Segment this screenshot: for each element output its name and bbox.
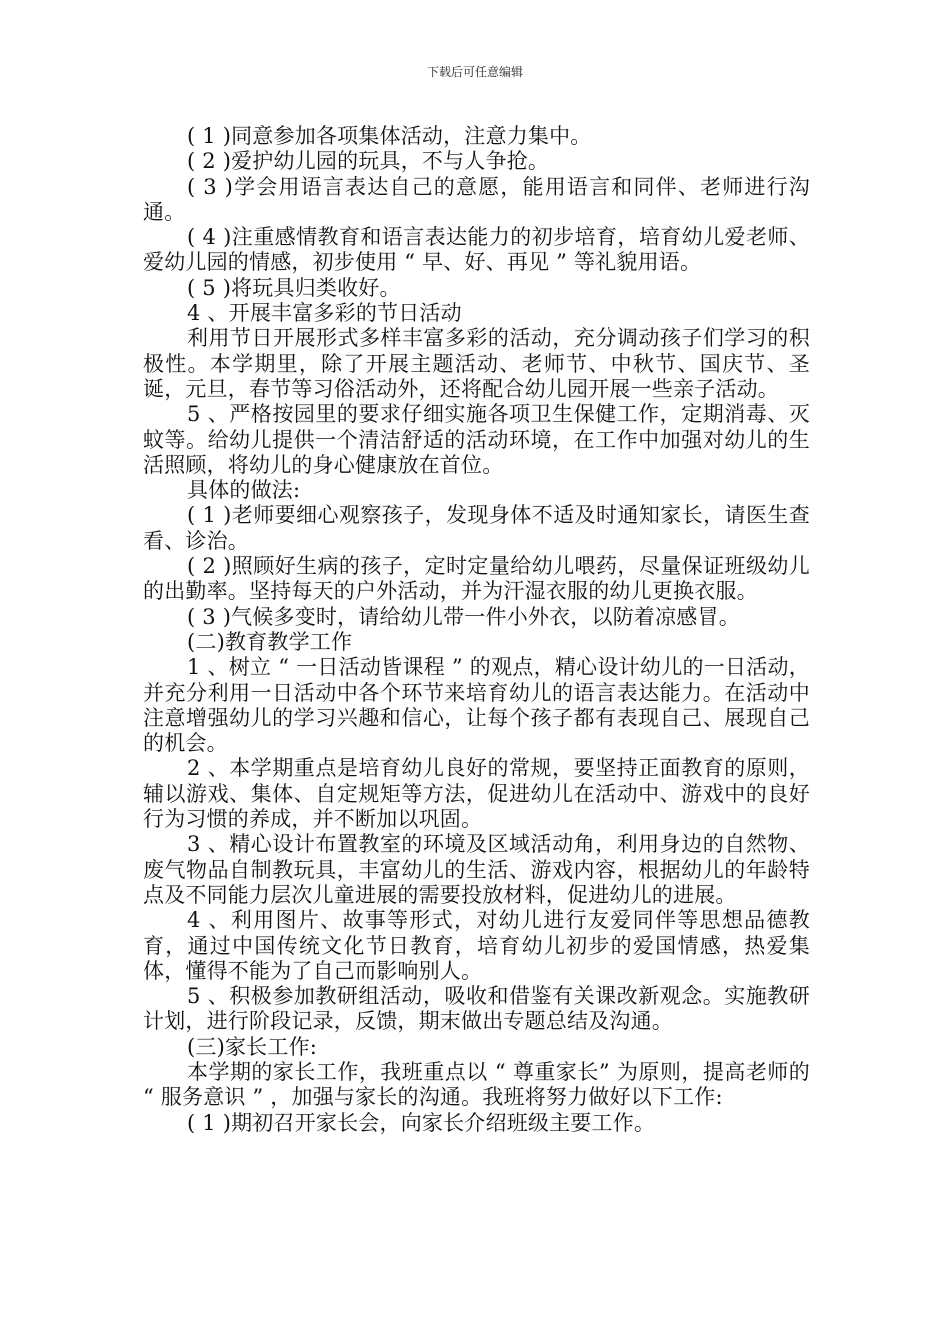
paragraph-education-2: 2 、本学期重点是培育幼儿良好的常规，要坚持正面教育的原则，辅以游戏、集体、自定规矩等方法，促进幼儿在活动中、游戏中的良好行为习惯的养成，并不断加以巩固。 — [143, 756, 810, 832]
section-heading-education: (二)教育教学工作 — [187, 629, 353, 654]
paragraph-goal-5: ( 5 )将玩具归类收好。 — [187, 275, 401, 300]
paragraph-education-3: 3 、精心设计布置教室的环境及区域活动角，利用身边的自然物、废气物品自制教玩具，丰富幼儿的生活、游戏内容，根据幼儿的年龄特点及不同能力层次儿童进展的需要投放材料，促进幼儿的进展。 — [143, 832, 810, 907]
paragraph-goal-3: ( 3 )学会用语言表达自己的意愿，能用语言和同伴、老师进行沟通。 — [143, 174, 810, 224]
paragraph-goal-1: ( 1 )同意参加各项集体活动，注意力集中。 — [187, 124, 592, 148]
page-header: 下载后可任意编辑 — [426, 65, 523, 79]
paragraph-health-care: 5 、严格按园里的要求仔细实施各项卫生保健工作，定期消毒、灭蚊等。给幼儿提供一个清洁舒适的活动环境，在工作中加强对幼儿的生活照顾，将幼儿的身心健康放在首位。 — [143, 402, 810, 477]
paragraph-education-4: 4 、利用图片、故事等形式，对幼儿进行友爱同伴等思想品德教育，通过中国传统文化节日教育，培育幼儿初步的爱国情感，热爱集体，懂得不能为了自己而影响别人。 — [143, 908, 810, 983]
paragraph-education-5: 5 、积极参加教研组活动，吸收和借鉴有关课改新观念。实施教研计划，进行阶段记录，反馈，期末做出专题总结及沟通。 — [143, 984, 810, 1034]
paragraph-method-1: ( 1 )老师要细心观察孩子，发现身体不适及时通知家长，请医生查看、诊治。 — [143, 503, 810, 553]
paragraph-education-1: 1 、树立 “ 一日活动皆课程 ” 的观点，精心设计幼儿的一日活动，并充分利用一日活动中各个环节来培育幼儿的语言表达能力。在活动中注意增强幼儿的学习兴趣和信心，让每个孩子都有表现自己、展现自己的机会。 — [143, 655, 810, 756]
paragraph-parent-work-intro: 本学期的家长工作，我班重点以 “ 尊重家长” 为原则，提高老师的 “ 服务意识 ” ，加强与家长的沟通。我班将努力做好以下工作: — [143, 1059, 810, 1110]
paragraph-goal-4: ( 4 )注重感情教育和语言表达能力的初步培育，培育幼儿爱老师、爱幼儿园的情感，初步使用 “ 早、好、再见 ” 等礼貌用语。 — [143, 225, 810, 275]
paragraph-method-2: ( 2 )照顾好生病的孩子，定时定量给幼儿喂药，尽量保证班级幼儿的出勤率。坚持每天的户外活动，并为汗湿衣服的幼儿更换衣服。 — [143, 554, 810, 604]
section-heading-parent-work: (三)家长工作: — [187, 1034, 318, 1059]
paragraph-festival-activities: 利用节日开展形式多样丰富多彩的活动，充分调动孩子们学习的积极性。本学期里，除了开展主题活动、老师节、中秋节、国庆节、圣诞，元旦，春节等习俗活动外，还将配合幼儿园开展一些亲子活动。 — [143, 326, 810, 401]
paragraph-method-3: ( 3 )气候多变时，请给幼儿带一件小外衣，以防着凉感冒。 — [187, 604, 740, 629]
paragraph-specific-methods: 具体的做法: — [187, 478, 301, 503]
document-body — [143, 124, 810, 1136]
paragraph-parent-work-1: ( 1 )期初召开家长会，向家长介绍班级主要工作。 — [187, 1110, 656, 1135]
paragraph-goal-2: ( 2 )爱护幼儿园的玩具，不与人争抢。 — [187, 149, 550, 174]
section-heading-festival-activities: 4 、开展丰富多彩的节日活动 — [187, 301, 462, 326]
